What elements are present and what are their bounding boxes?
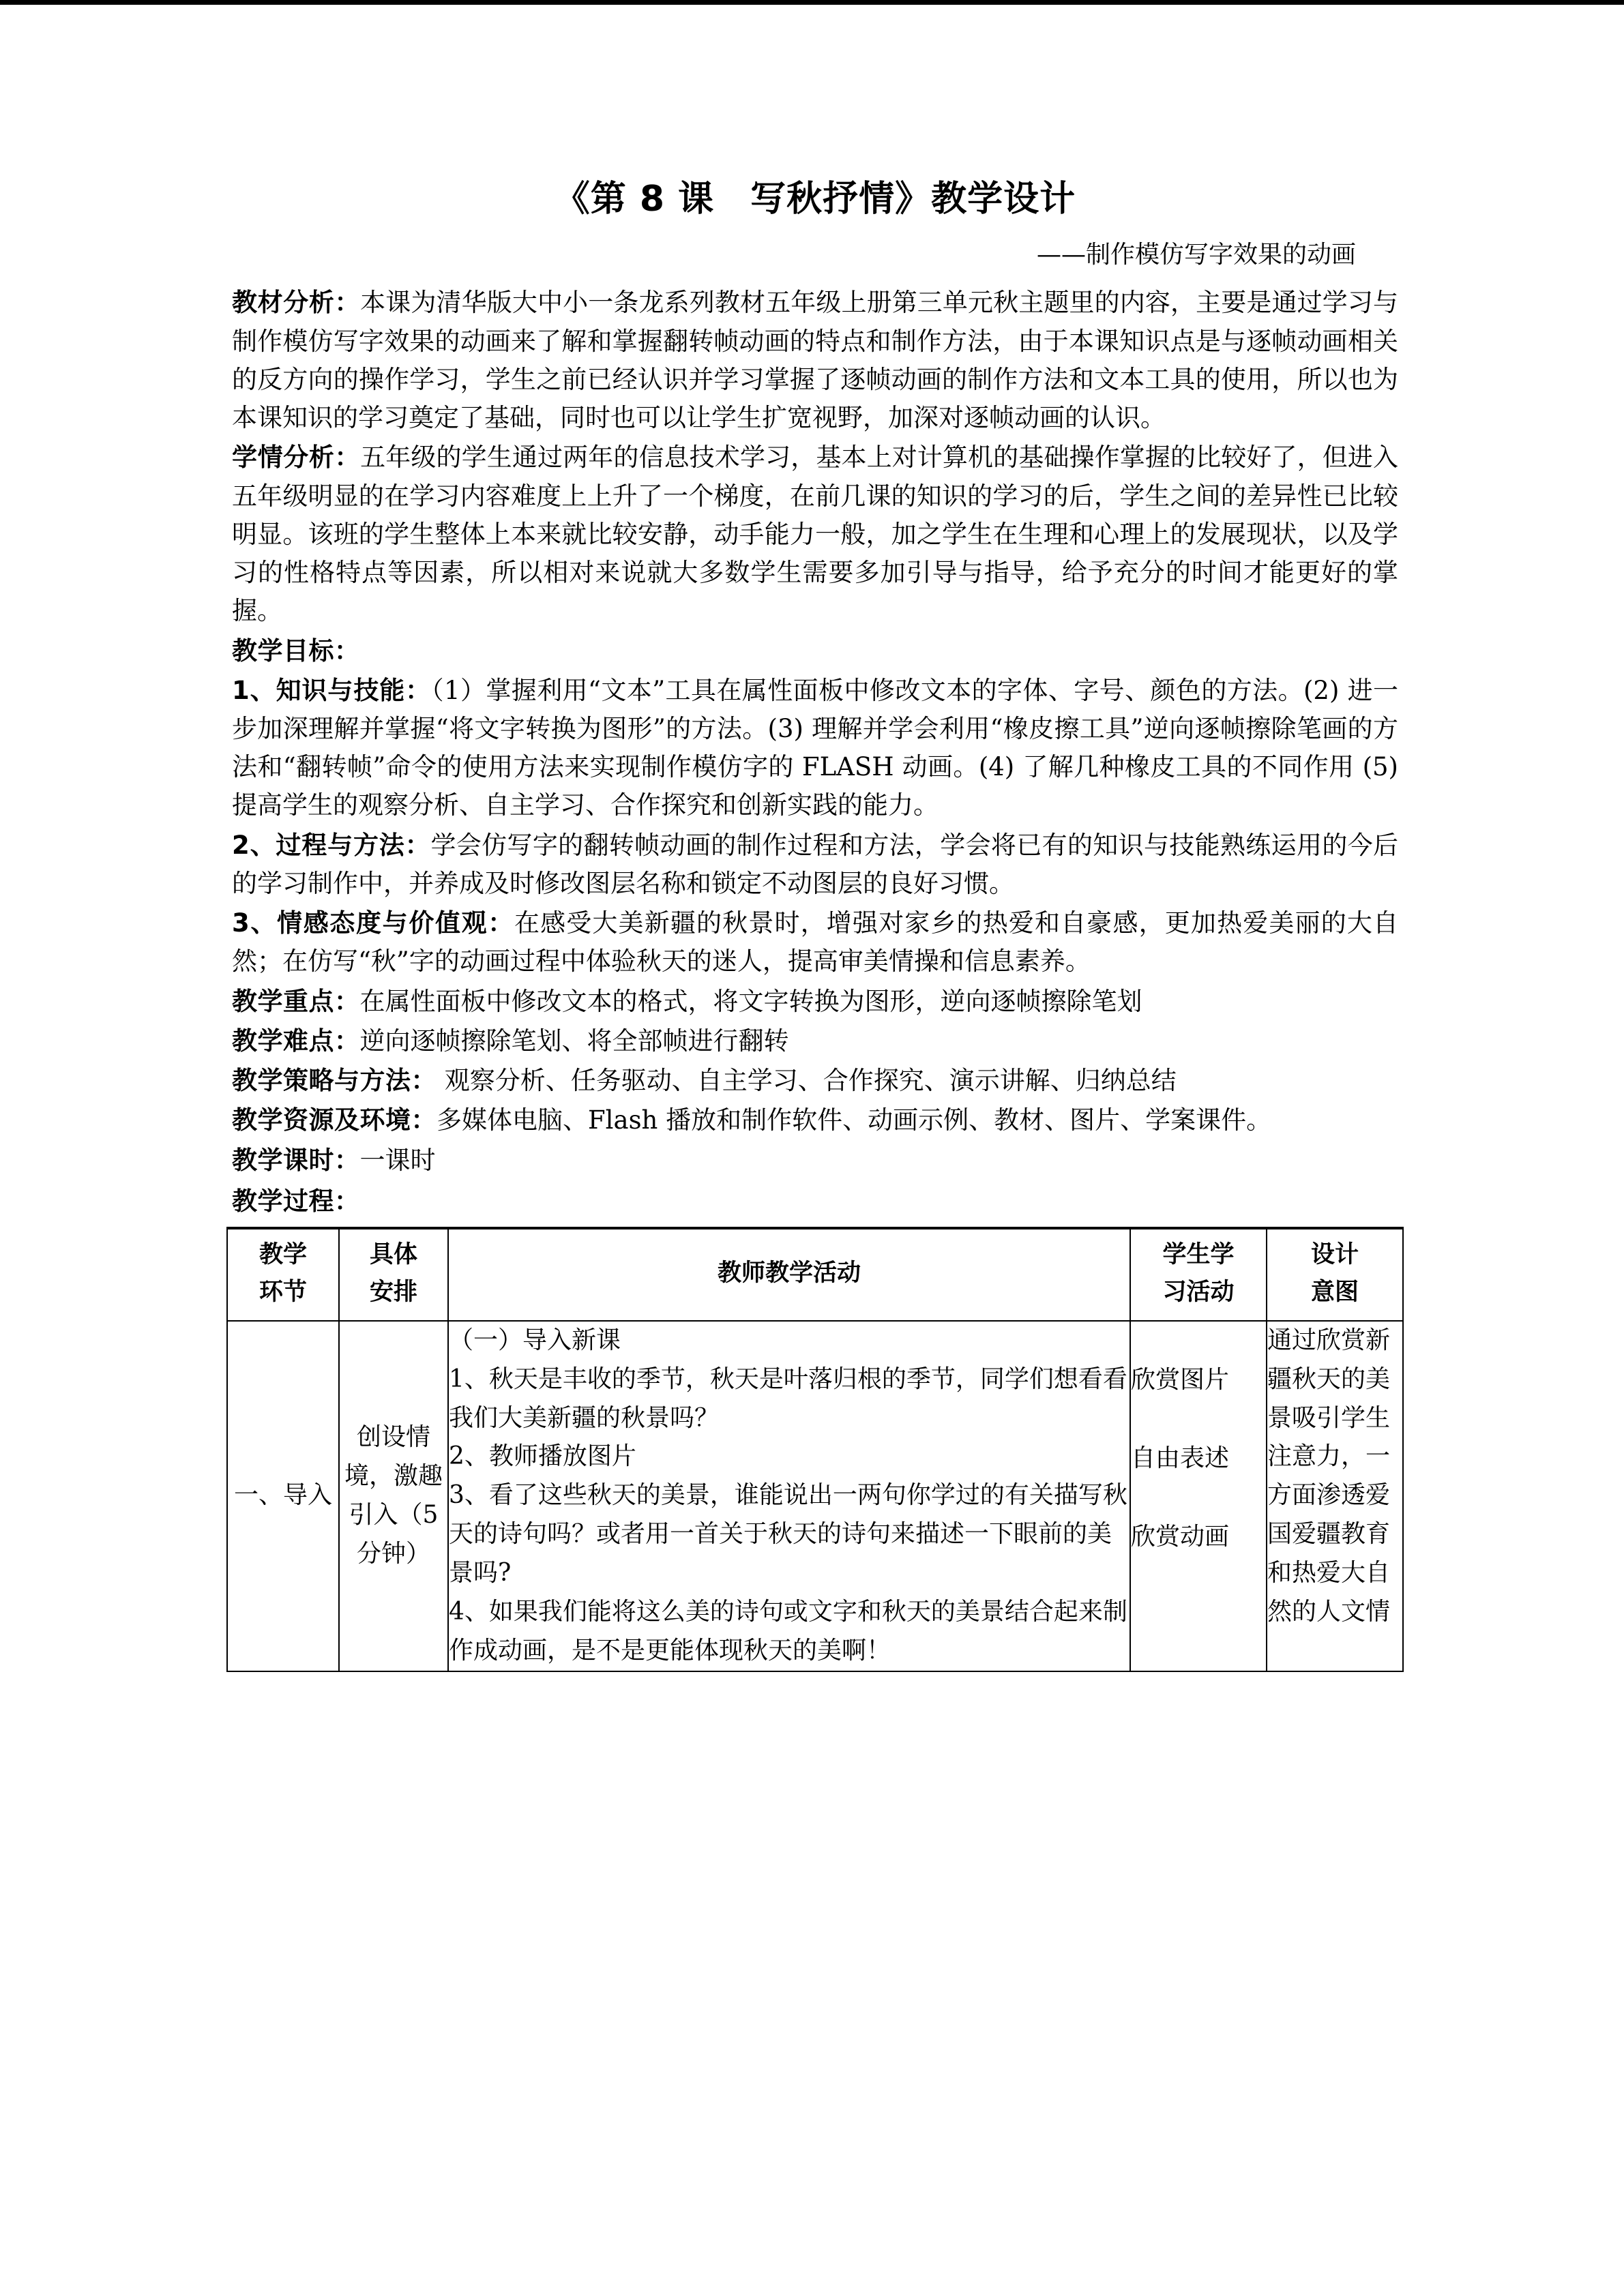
- header-line: 学生学: [1162, 1241, 1235, 1269]
- section-label: 教材分析：: [232, 288, 361, 318]
- page-title: 《第 8 课 写秋抒情》教学设计: [554, 179, 1076, 220]
- section-teaching-difficulty: [232, 1022, 1398, 1060]
- section-text: 一课时: [359, 1145, 436, 1175]
- header-line: 具体: [369, 1241, 417, 1269]
- section-label: 教学课时：: [232, 1145, 360, 1175]
- cell-student-activity: [1130, 1321, 1267, 1671]
- activity-line: 1、秋天是丰收的季节，秋天是叶落归根的季节，同学们想看看我们大美新疆的秋景吗？: [449, 1365, 1127, 1432]
- teaching-process-table: [226, 1227, 1404, 1671]
- activity-line: 2、教师播放图片: [449, 1442, 636, 1471]
- section-label: 2、过程与方法：: [232, 830, 431, 860]
- section-text: 学会仿写字的翻转帧动画的制作过程和方法，学会将已有的知识与技能熟练运用的今后的学习制作中，并养成及时修改图层名称和锁定不动图层的良好习惯。: [232, 830, 1399, 898]
- student-activity-line: 欣赏图片: [1131, 1365, 1230, 1394]
- section-teaching-material-analysis: [232, 284, 1398, 437]
- table-header-arrangement: [339, 1228, 448, 1321]
- section-label: 1、知识与技能：: [232, 675, 432, 705]
- section-knowledge-skills: [232, 672, 1398, 825]
- section-teaching-focus: [232, 983, 1398, 1021]
- section-label: 教学策略与方法：: [232, 1066, 437, 1096]
- section-student-analysis: [232, 438, 1398, 630]
- cell-stage: 一、导入: [227, 1321, 339, 1671]
- section-label: 教学难点：: [232, 1026, 360, 1056]
- section-text: 观察分析、任务驱动、自主学习、合作探究、演示讲解、归纳总结: [437, 1066, 1177, 1096]
- section-teaching-strategies: [232, 1062, 1398, 1100]
- header-line: 环节: [259, 1278, 307, 1306]
- student-activity-line: 自由表述: [1131, 1444, 1230, 1472]
- section-label: 教学资源及环境：: [232, 1105, 437, 1135]
- table-header-stage: [227, 1228, 339, 1321]
- spacer: [1131, 1400, 1266, 1440]
- header-line: 教师教学活动: [717, 1259, 861, 1287]
- document-content: [232, 177, 1398, 1672]
- section-text: 五年级的学生通过两年的信息技术学习，基本上对计算机的基础操作掌握的比较好了，但进入五年级明显的在学习内容难度上上升了一个梯度，在前几课的知识的学习的后，学生之间的差异性已比较明显。该班的学生整体上本来就比较安静，动手能力一般，加之学生在生理和心理上的发展现状，以及学习的性格特点等因素，所以相对来说就大多数学生需要多加引导与指导，给予充分的时间才能更好的掌握。: [232, 443, 1399, 626]
- activity-line: 3、看了这些秋天的美景，谁能说出一两句你学过的有关描写秋天的诗句吗？或者用一首关于秋天的诗句来描述一下眼前的美景吗?: [449, 1481, 1127, 1587]
- section-label: 学情分析：: [232, 443, 361, 473]
- section-teaching-resources: [232, 1101, 1398, 1139]
- cell-teacher-activity: [448, 1321, 1130, 1671]
- student-activity-line: 欣赏动画: [1131, 1522, 1230, 1551]
- spacer: [1131, 1322, 1266, 1361]
- table-header-student-activity: [1130, 1228, 1267, 1321]
- page-top-rule: [0, 0, 1624, 5]
- section-label: 3、情感态度与价值观：: [232, 908, 514, 938]
- table-header-row: [227, 1228, 1403, 1321]
- table-header-teacher-activity: [448, 1228, 1130, 1321]
- section-process-methods: [232, 826, 1398, 903]
- section-text: 逆向逐帧擦除笔划、将全部帧进行翻转: [359, 1026, 789, 1056]
- header-line: 教学: [259, 1241, 307, 1269]
- section-label: 教学重点：: [232, 986, 360, 1016]
- section-text: （1）掌握利用“文本”工具在属性面板中修改文本的字体、字号、颜色的方法。(2) 进一步加深理解并掌握“将文字转换为图形”的方法。(3) 理解并学会利用“橡皮擦工具”逆向逐帧擦除笔画的方法和“翻转帧”命令的使用方法来实现制作模仿字的 FLASH 动画。(4) 了解几种橡皮工具的不同作用 (5) 提高学生的观察分析、自主学习、合作探究和创新实践的能力。: [232, 675, 1398, 820]
- page-subtitle: ——制作模仿写字效果的动画: [1036, 241, 1356, 269]
- header-line: 设计: [1310, 1241, 1359, 1269]
- cell-design-intent: 通过欣赏新疆秋天的美景吸引学生注意力，一方面渗透爱国爱疆教育和热爱大自然的人文情: [1267, 1321, 1403, 1671]
- section-text: 在属性面板中修改文本的格式，将文字转换为图形，逆向逐帧擦除笔划: [359, 986, 1142, 1016]
- section-class-hours: [232, 1142, 1398, 1180]
- section-text: 在感受大美新疆的秋景时，增强对家乡的热爱和自豪感，更加热爱美丽的大自然；在仿写“秋”字的动画过程中体验秋天的迷人，提高审美情操和信息素养。: [232, 908, 1398, 976]
- header-line: 习活动: [1162, 1278, 1235, 1306]
- section-teaching-objectives-heading: [232, 632, 1398, 670]
- header-line: 安排: [369, 1278, 417, 1306]
- table-row: [227, 1321, 1403, 1671]
- cell-arrangement: 创设情境，激趣引入（5 分钟）: [339, 1321, 448, 1671]
- activity-line: 4、如果我们能将这么美的诗句或文字和秋天的美景结合起来制作成动画，是不是更能体现秋天的美啊！: [449, 1597, 1127, 1665]
- section-text: 多媒体电脑、Flash 播放和制作软件、动画示例、教材、图片、学案课件。: [437, 1105, 1272, 1135]
- section-text: 本课为清华版大中小一条龙系列教材五年级上册第三单元秋主题里的内容，主要是通过学习与制作模仿写字效果的动画来了解和掌握翻转帧动画的特点和制作方法，由于本课知识点是与逐帧动画相关的反方向的操作学习，学生之前已经认识并学习掌握了逐帧动画的制作方法和文本工具的使用，所以也为本课知识的学习奠定了基础，同时也可以让学生扩宽视野，加深对逐帧动画的认识。: [232, 288, 1399, 433]
- spacer: [1131, 1478, 1266, 1518]
- table-header-design-intent: [1267, 1228, 1403, 1321]
- header-line: 意图: [1310, 1278, 1359, 1306]
- section-label: 教学过程：: [232, 1186, 360, 1216]
- section-teaching-process-heading: [232, 1182, 1398, 1221]
- section-label: 教学目标：: [232, 636, 360, 666]
- activity-line: （一）导入新课: [449, 1326, 621, 1354]
- section-emotion-attitude-values: [232, 904, 1398, 981]
